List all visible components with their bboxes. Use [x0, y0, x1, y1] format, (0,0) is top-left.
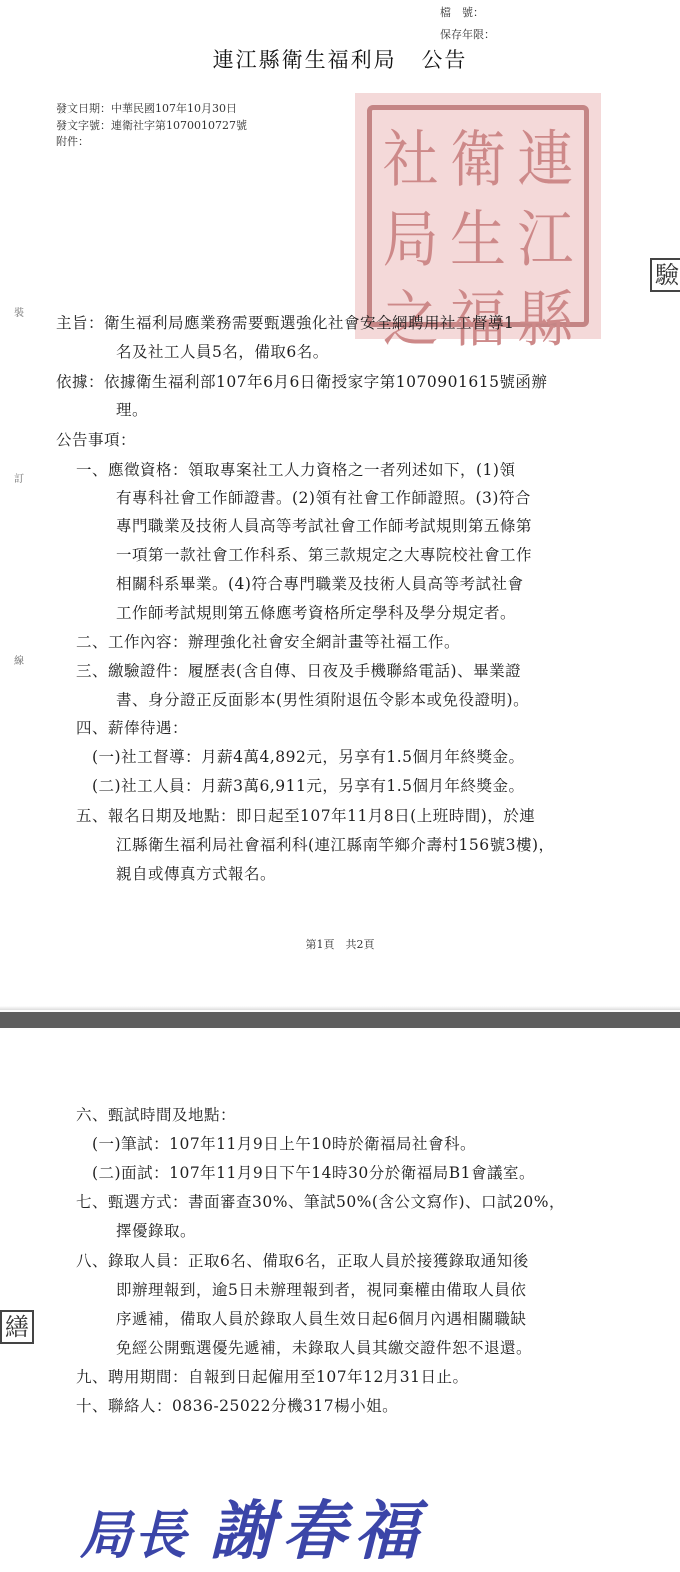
seal-char: 江 — [517, 204, 574, 276]
retention-label: 保存年限： — [440, 28, 495, 41]
issue-date: 發文日期：中華民國107年10月30日 — [56, 102, 237, 115]
item-7-line: 擇優錄取。 — [116, 1222, 197, 1240]
item-3-line: 書、身分證正反面影本(男性須附退伍令影本或免役證明)。 — [116, 691, 530, 709]
item-8-line: 免經公開甄選優先遞補，未錄取人員其繳交證件恕不退還。 — [116, 1339, 533, 1357]
subject-line: 名及社工人員5名，備取6名。 — [116, 343, 329, 361]
item-6a-line: (一)筆試：107年11月9日上午10時於衛福局社會科。 — [92, 1135, 476, 1153]
binding-mark: 訂 — [14, 474, 24, 485]
subject-line: 主旨：衛生福利局應業務需要甄選強化社會安全網聘用社工督導1 — [56, 314, 515, 332]
item-1-line: 有專科社會工作師證書。(2)領有社會工作師證照。(3)符合 — [116, 489, 531, 507]
seal-char: 局 — [382, 204, 439, 276]
item-1-line: 一、應徵資格：領取專案社工人力資格之一者列述如下，(1)領 — [76, 461, 516, 479]
document-title — [0, 44, 680, 74]
item-4a-line: (一)社工督導：月薪4萬4,892元，另享有1.5個月年終獎金。 — [92, 748, 525, 766]
seal-char: 縣 — [517, 284, 574, 356]
official-seal — [355, 93, 601, 356]
signature-title: 局長 — [80, 1505, 189, 1566]
issue-number: 發文字號：連衛社字第1070010727號 — [56, 119, 247, 132]
file-number-label: 檔 號： — [440, 6, 484, 19]
seal-characters — [377, 115, 579, 356]
binding-mark: 裝 — [14, 308, 24, 319]
seal-char: 生 — [449, 204, 506, 276]
item-5-line: 親自或傳真方式報名。 — [116, 865, 277, 883]
item-1-line: 工作師考試規則第五條應考資格所定學科及學分規定者。 — [116, 604, 517, 622]
item-4b-line: (二)社工人員：月薪3萬6,911元，另享有1.5個月年終獎金。 — [92, 777, 525, 795]
item-10-line: 十、聯絡人：0836-25022分機317楊小姐。 — [76, 1397, 399, 1415]
item-8-line: 序遞補，備取人員於錄取人員生效日起6個月內遇相關職缺 — [116, 1310, 527, 1328]
seal-char: 連 — [517, 124, 574, 196]
seal-char: 福 — [449, 284, 506, 356]
director-signature-stamp — [80, 1480, 426, 1572]
item-8-line: 八、錄取人員：正取6名、備取6名，正取人員於接獲錄取通知後 — [76, 1252, 529, 1270]
seal-char: 衛 — [449, 124, 506, 196]
item-3-line: 三、繳驗證件：履歷表(含自傳、日夜及手機聯絡電話)、畢業證 — [76, 662, 522, 680]
basis-line: 理。 — [116, 401, 149, 419]
item-1-line: 相關科系畢業。(4)符合專門職業及技術人員高等考試社會 — [116, 575, 524, 593]
attachment-label: 附件： — [56, 135, 89, 148]
agency-name: 連江縣衛生福利局 — [212, 48, 397, 72]
document-type: 公告 — [421, 48, 468, 72]
item-1-line: 一項第一款社會工作科系、第三款規定之大專院校社會工作 — [116, 546, 533, 564]
item-6-line: 六、甄試時間及地點： — [76, 1106, 237, 1124]
page-number: 第1頁 共2頁 — [305, 938, 375, 951]
page-edge — [0, 1006, 680, 1010]
item-8-line: 即辦理報到，逾5日未辦理報到者，視同棄權由備取人員依 — [116, 1281, 527, 1299]
item-6b-line: (二)面試：107年11月9日下午14時30分於衛福局B1會議室。 — [92, 1164, 535, 1182]
signature-name: 謝春福 — [210, 1494, 427, 1569]
item-5-line: 江縣衛生福利局社會福利科(連江縣南竿鄉介壽村156號3樓)， — [116, 836, 555, 854]
binding-mark: 線 — [14, 656, 24, 667]
item-7-line: 七、甄選方式：書面審查30%、筆試50%(含公文寫作)、口試20%， — [76, 1193, 565, 1211]
side-stamp: 繕 — [0, 1310, 34, 1344]
seal-char: 之 — [382, 284, 439, 356]
seal-char: 社 — [382, 124, 439, 196]
side-stamp: 驗 — [650, 258, 680, 292]
item-1-line: 專門職業及技術人員高等考試社會工作師考試規則第五條第 — [116, 517, 533, 535]
item-9-line: 九、聘用期間：自報到日起僱用至107年12月31日止。 — [76, 1368, 469, 1386]
item-4-line: 四、薪俸待遇： — [76, 719, 189, 737]
items-heading: 公告事項： — [56, 431, 137, 449]
item-2-line: 二、工作內容：辦理強化社會安全網計畫等社福工作。 — [76, 633, 461, 651]
item-5-line: 五、報名日期及地點：即日起至107年11月8日(上班時間)，於連 — [76, 807, 536, 825]
page-divider — [0, 1012, 680, 1028]
basis-line: 依據：依據衛生福利部107年6月6日衛授家字第1070901615號函辦 — [56, 373, 548, 391]
